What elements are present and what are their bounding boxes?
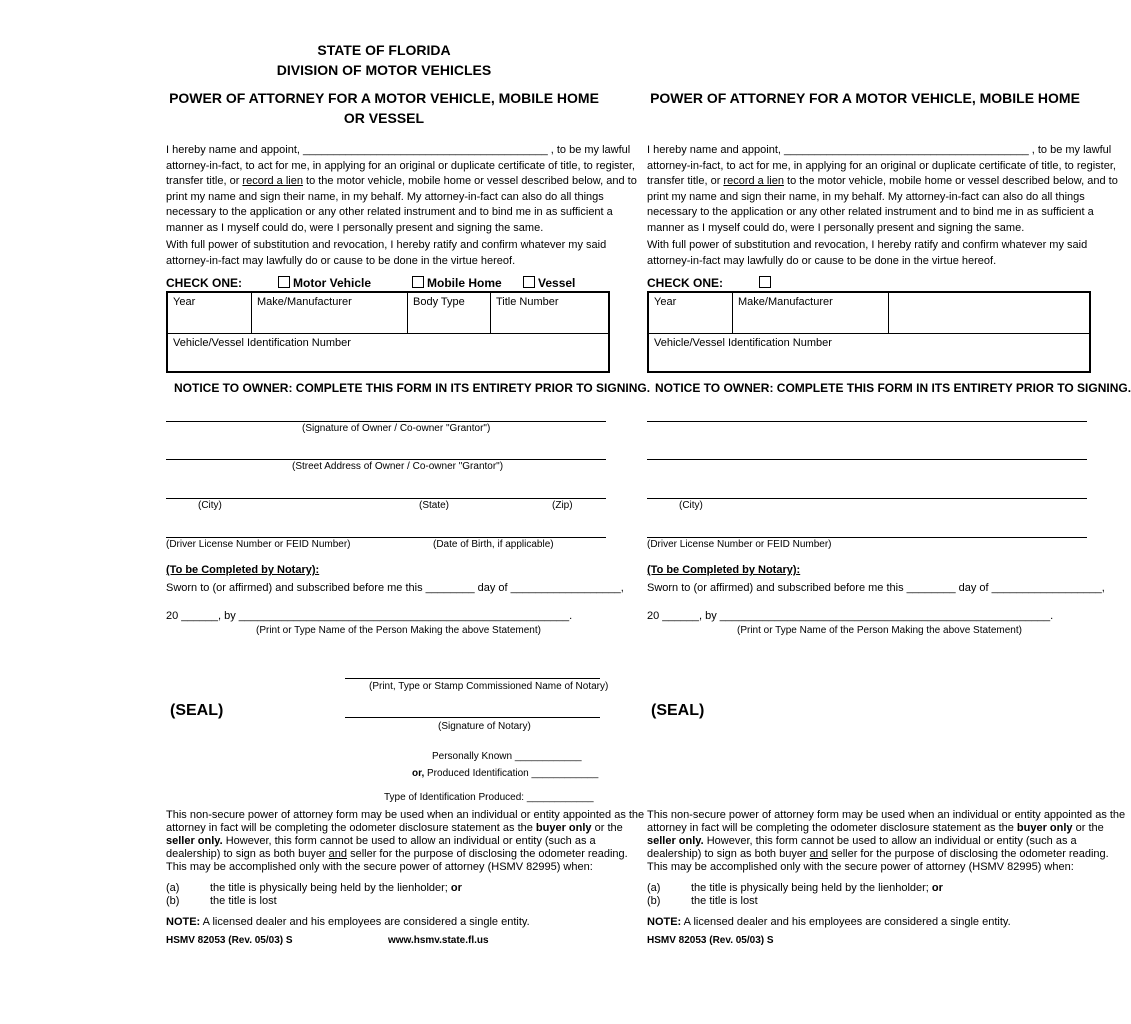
owner-signature-line[interactable] <box>166 421 606 422</box>
checkbox-icon[interactable] <box>523 276 535 288</box>
identification-type[interactable]: Type of Identification Produced: ____________ <box>384 792 594 803</box>
owner-signature-line[interactable] <box>647 421 1087 422</box>
notary-signature-caption: (Signature of Notary) <box>438 721 531 732</box>
condition-a-text: the title is physically being held by the lienholder; or <box>210 882 462 894</box>
dealer-note: NOTE: A licensed dealer and his employees are considered a single entity. <box>647 916 1011 928</box>
form-number: HSMV 82053 (Rev. 05/03) S <box>166 935 293 946</box>
city-caption: (City) <box>198 500 222 511</box>
driver-license-caption: (Driver License Number or FEID Number) <box>647 539 832 550</box>
intro-line: attorney-in-fact, to act for me, in applying for an original or duplicate certificate of title, to register, <box>166 159 635 172</box>
dealer-note: NOTE: A licensed dealer and his employees are considered a single entity. <box>166 916 530 928</box>
city-caption: (City) <box>679 500 703 511</box>
license-dob-line[interactable] <box>647 537 1087 538</box>
owner-signature-caption: (Signature of Owner / Co-owner "Grantor") <box>302 423 491 434</box>
notice-to-owner: NOTICE TO OWNER: COMPLETE THIS FORM IN ITS ENTIRETY PRIOR TO SIGNING. <box>174 381 651 395</box>
odometer-disclosure-notice: This non-secure power of attorney form may be used when an individual or entity appointed as the attorney in fact will be completing the odometer disclosure statement as the buyer only or the seller only. However, this form cannot be used to allow an individual or entity (such as a dealership) to sign as both buyer and seller for the purpose of disclosing the odometer reading. This may be accomplished only with the secure power of attorney (HSMV 82995) when: <box>166 809 645 873</box>
seal-label: (SEAL) <box>170 702 224 719</box>
condition-b-label: (b) <box>166 895 180 907</box>
personally-known[interactable]: Personally Known ____________ <box>432 751 582 762</box>
print-name-caption: (Print or Type Name of the Person Making the above Statement) <box>737 625 1022 636</box>
vin-field[interactable]: Vehicle/Vessel Identification Number <box>173 337 351 349</box>
checkbox-mobile-home[interactable]: Mobile Home <box>412 276 502 290</box>
vehicle-info-table <box>166 291 610 373</box>
condition-b-text: the title is lost <box>691 895 758 907</box>
condition-b-text: the title is lost <box>210 895 277 907</box>
sworn-statement[interactable]: Sworn to (or affirmed) and subscribed before me this ________ day of __________________, <box>647 582 1105 594</box>
sworn-statement[interactable]: Sworn to (or affirmed) and subscribed before me this ________ day of __________________, <box>166 582 624 594</box>
print-name-caption: (Print or Type Name of the Person Making the above Statement) <box>256 625 541 636</box>
vehicle-info-row <box>168 293 608 334</box>
odometer-disclosure-notice: This non-secure power of attorney form may be used when an individual or entity appointed as the attorney in fact will be completing the odometer disclosure statement as the buyer only or the seller only. However, this form cannot be used to allow an individual or entity (such as a dealership) to sign as both buyer and seller for the purpose of disclosing the odometer reading. This may be accomplished only with the secure power of attorney (HSMV 82995) when: <box>647 809 1126 873</box>
condition-b-label: (b) <box>647 895 661 907</box>
zip-caption: (Zip) <box>552 500 573 511</box>
form-title-line1: POWER OF ATTORNEY FOR A MOTOR VEHICLE, MOBILE HOME <box>650 90 1080 106</box>
form-page <box>166 0 651 1024</box>
intro-line: I hereby name and appoint, ________________________________________ , to be my lawful <box>166 144 631 156</box>
check-one-label: CHECK ONE: <box>166 276 243 290</box>
street-address-line[interactable] <box>166 459 606 460</box>
produced-identification[interactable]: or, Produced Identification ____________ <box>412 768 599 779</box>
vehicle-info-row <box>649 293 1089 334</box>
vehicle-info-table <box>647 291 1091 373</box>
substitution-paragraph: With full power of substitution and revocation, I hereby ratify and confirm whatever my said attorney-in-fact may lawfully do or cause to be done in the virtue hereof. <box>647 239 1088 267</box>
appointment-paragraph: I hereby name and appoint, ________________________________________ , to be my lawful attorney-in-fact, to act for me, in applying for an original or duplicate certificate of title, to register, transfer title, or record a lien to the motor vehicle, mobile home or vessel described below, and to print my name and sign their name, in my behalf. My attorney-in-fact can also do all things necessary to the application or any other related instrument and to bind me in as sufficient a manner as I myself could do, were I personally present and signing the same. <box>647 144 1118 234</box>
body-type-field[interactable]: Body Type <box>408 293 491 333</box>
make-field[interactable]: Make/Manufacturer <box>733 293 889 333</box>
checkbox-icon[interactable] <box>412 276 424 288</box>
header-state: STATE OF FLORIDA <box>317 42 451 58</box>
state-caption: (State) <box>419 500 450 511</box>
year-field[interactable]: Year <box>168 293 252 333</box>
year-field[interactable]: Year <box>649 293 733 333</box>
condition-a-text: the title is physically being held by the lienholder; or <box>691 882 943 894</box>
notary-name-caption: (Print, Type or Stamp Commissioned Name of Notary) <box>369 681 609 692</box>
checkbox-icon[interactable] <box>278 276 290 288</box>
city-state-zip-line[interactable] <box>647 498 1087 499</box>
checkbox-icon[interactable] <box>759 276 771 288</box>
notary-name-line[interactable] <box>345 678 600 679</box>
intro-line: manner as I myself could do, were I personally present and signing the same. <box>166 221 544 234</box>
intro-line: print my name and sign their name, in my behalf. My attorney-in-fact can also do all things <box>166 190 604 203</box>
website-url: www.hsmv.state.fl.us <box>388 935 489 946</box>
intro-line: necessary to the application or any other related instrument and to bind me in as sufficient a <box>166 206 613 218</box>
form-page-duplicate <box>647 0 1131 1024</box>
title-number-field[interactable]: Title Number <box>496 296 559 308</box>
header-division: DIVISION OF MOTOR VEHICLES <box>276 62 492 78</box>
dob-caption: (Date of Birth, if applicable) <box>433 539 554 550</box>
condition-a-label: (a) <box>166 882 180 894</box>
city-state-zip-line[interactable] <box>166 498 606 499</box>
substitution-paragraph: With full power of substitution and revocation, I hereby ratify and confirm whatever my said attorney-in-fact may lawfully do or cause to be done in the virtue hereof. <box>166 239 607 267</box>
checkbox-motor-vehicle[interactable]: Motor Vehicle <box>278 276 371 290</box>
street-address-line[interactable] <box>647 459 1087 460</box>
vin-field[interactable]: Vehicle/Vessel Identification Number <box>654 337 832 349</box>
intro-line: transfer title, or record a lien to the motor vehicle, mobile home or vessel described below, and to <box>166 175 637 187</box>
checkbox-motor-vehicle[interactable] <box>759 276 774 290</box>
year-by-statement[interactable]: 20 ______, by ______________________________________________________. <box>166 610 573 622</box>
notice-to-owner: NOTICE TO OWNER: COMPLETE THIS FORM IN ITS ENTIRETY PRIOR TO SIGNING. <box>655 381 1131 395</box>
notary-signature-line[interactable] <box>345 717 600 718</box>
year-by-statement[interactable]: 20 ______, by ______________________________________________________. <box>647 610 1054 622</box>
condition-a-label: (a) <box>647 882 661 894</box>
street-address-caption: (Street Address of Owner / Co-owner "Grantor") <box>292 461 504 472</box>
form-title-line2: OR VESSEL <box>343 110 425 126</box>
form-title-line1: POWER OF ATTORNEY FOR A MOTOR VEHICLE, MOBILE HOME <box>169 90 599 106</box>
seal-label: (SEAL) <box>651 702 705 719</box>
form-number: HSMV 82053 (Rev. 05/03) S <box>647 935 774 946</box>
appointment-paragraph <box>166 143 637 236</box>
notary-heading: (To be Completed by Notary): <box>166 564 320 576</box>
driver-license-caption: (Driver License Number or FEID Number) <box>166 539 351 550</box>
checkbox-vessel[interactable]: Vessel <box>523 276 575 290</box>
make-field[interactable]: Make/Manufacturer <box>252 293 408 333</box>
check-one-label: CHECK ONE: <box>647 276 724 290</box>
license-dob-line[interactable] <box>166 537 606 538</box>
notary-heading: (To be Completed by Notary): <box>647 564 801 576</box>
